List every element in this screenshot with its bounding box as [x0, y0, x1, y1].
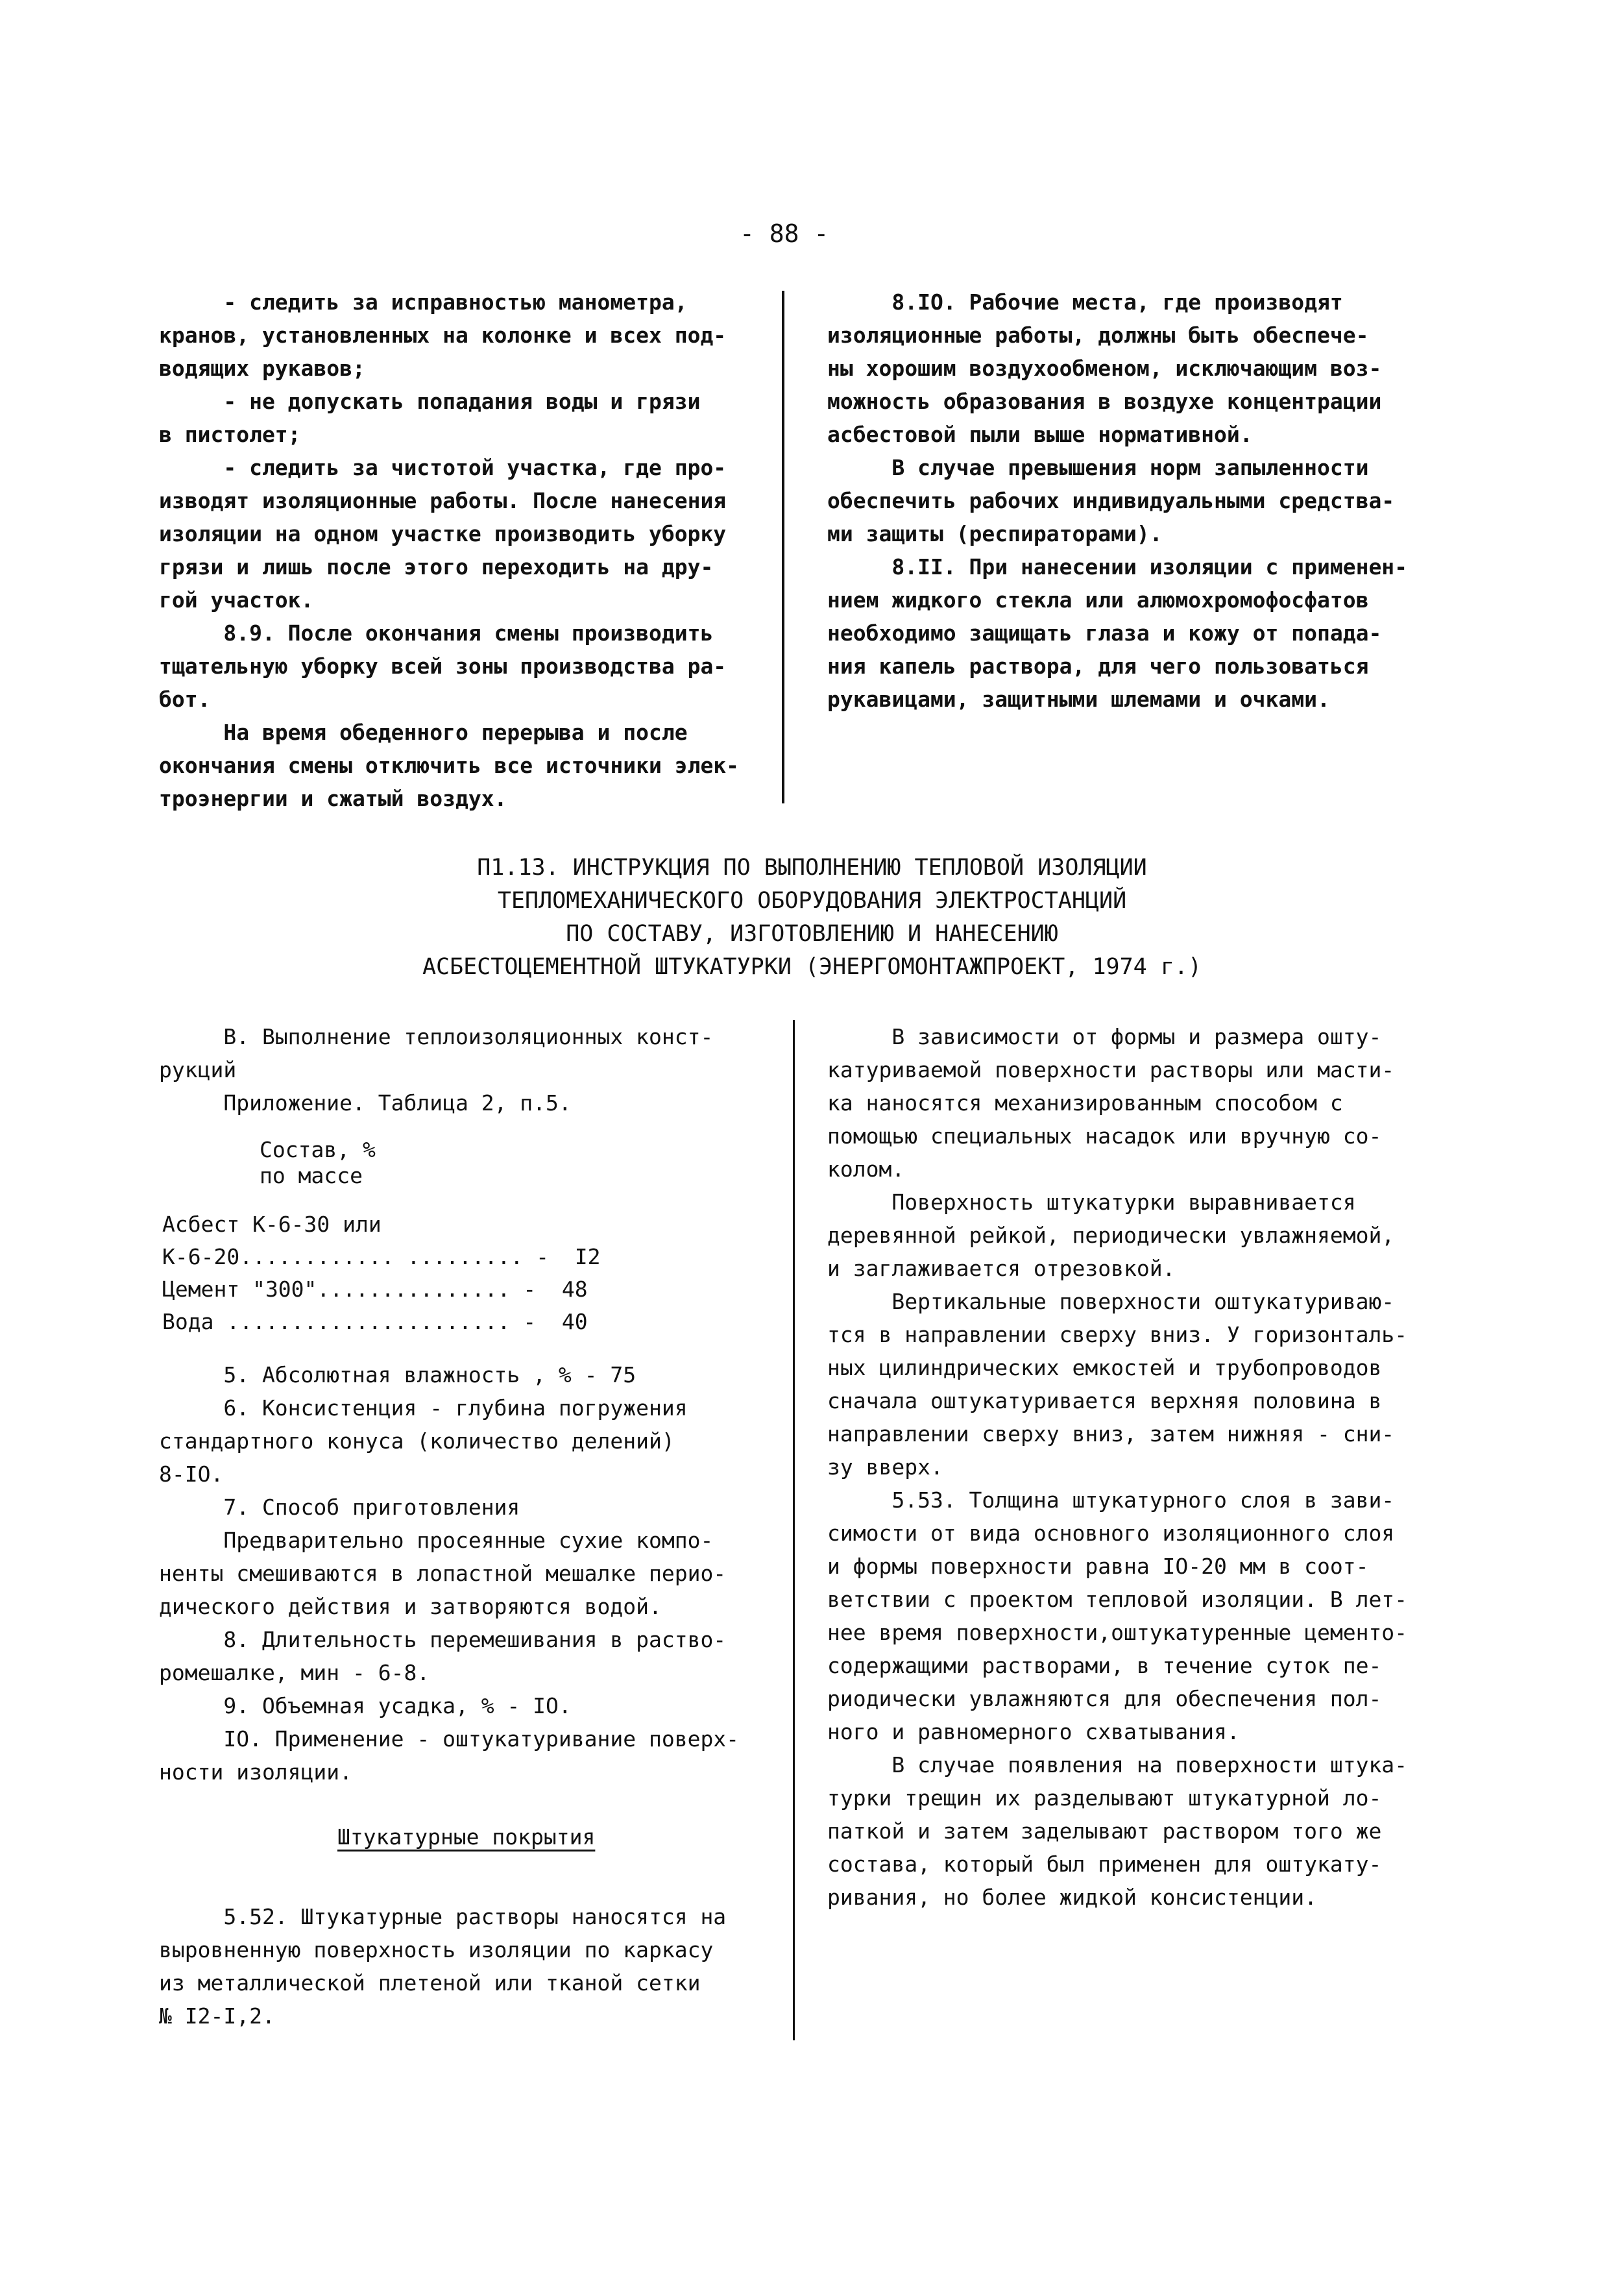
text-line: ветствии с проектом тепловой изоляции. В лет- [827, 1587, 1408, 1612]
composition-table [162, 1208, 601, 1338]
text-line: колом. [827, 1156, 905, 1182]
text-line: В. Выполнение теплоизоляционных конст- [159, 1024, 714, 1049]
text-line: катуриваемой поверхности растворы или масти- [827, 1057, 1395, 1082]
text-line: 8.IO. Рабочие места, где производят [827, 289, 1343, 315]
page-number: - 88 - [740, 219, 829, 248]
heading-line: АСБЕСТОЦЕМЕНТНОЙ ШТУКАТУРКИ (ЭНЕРГОМОНТАЖПРОЕКТ, 1974 г.) [422, 954, 1202, 980]
text-line: изоляционные работы, должны быть обеспече- [827, 323, 1369, 348]
text-line: из металлической плетеной или тканой сетки [159, 1970, 701, 1996]
bottom-right-column [827, 1020, 1407, 1914]
composition-row: Цемент "300"............... - 48 [162, 1277, 588, 1302]
text-line: 6. Консистенция - глубина погружения [159, 1395, 688, 1421]
composition-header [260, 1137, 376, 1189]
composition-row: К-6-20............ ......... - I2 [162, 1244, 601, 1269]
text-line: 8.II. При нанесении изоляции с применен- [827, 554, 1408, 580]
top-right-column [827, 286, 1407, 716]
text-line: деревянной рейкой, периодически увлажняемой, [827, 1223, 1395, 1248]
text-line: можность образования в воздухе концентрации [827, 389, 1382, 414]
text-line: В случае появления на поверхности штука- [827, 1752, 1408, 1778]
text-line: содержащими растворами, в течение суток пе- [827, 1653, 1382, 1678]
top-left-column [159, 286, 739, 815]
text-line: ных цилиндрических емкостей и трубопроводов [827, 1355, 1382, 1380]
text-line: - не допускать попадания воды и грязи [159, 389, 701, 414]
text-line: Приложение. Таблица 2, п.5. [159, 1090, 572, 1116]
text-line: 8.9. После окончания смены производить [159, 620, 714, 646]
text-line: ности изоляции. [159, 1759, 353, 1785]
text-line: асбестовой пыли выше нормативной. [827, 422, 1253, 447]
section-heading [0, 851, 1624, 984]
text-line: сначала оштукатуривается верхняя половина в [827, 1388, 1382, 1413]
text-line: ного и равномерного схватывания. [827, 1719, 1240, 1744]
text-line: и формы поверхности равна IO-20 мм в соот- [827, 1554, 1369, 1579]
text-line: нее время поверхности,оштукатуренные цементо- [827, 1620, 1408, 1645]
text-line: гой участок. [159, 587, 314, 613]
text-line: В зависимости от формы и размера ошту- [827, 1024, 1382, 1049]
text-line: 8-IO. [159, 1461, 224, 1487]
text-line: дического действия и затворяются водой. [159, 1594, 662, 1619]
bottom-left-intro [159, 1020, 713, 1119]
text-line: зу вверх. [827, 1454, 943, 1480]
text-line: ми защиты (респираторами). [827, 521, 1163, 546]
text-line: тщательную уборку всей зоны производства ра- [159, 654, 727, 679]
text-line: паткой и затем заделывают раствором того же [827, 1818, 1382, 1844]
text-line: обеспечить рабочих индивидуальными средства- [827, 488, 1395, 513]
text-line: ния капель раствора, для чего пользоваться [827, 654, 1369, 679]
composition-header-line: по массе [260, 1163, 363, 1188]
text-line: В случае превышения норм запыленности [827, 455, 1369, 480]
text-line: Предварительно просеянные сухие компо- [159, 1528, 714, 1553]
text-line: водящих рукавов; [159, 356, 365, 381]
text-line: ны хорошим воздухообменом, исключающим воз- [827, 356, 1382, 381]
text-line: рукций [159, 1057, 237, 1082]
text-line: помощью специальных насадок или вручную со- [827, 1123, 1382, 1149]
text-line: № I2-I,2. [159, 2003, 275, 2029]
text-line: 7. Способ приготовления [159, 1495, 520, 1520]
text-line: ненты смешиваются в лопастной мешалке перио- [159, 1561, 727, 1586]
text-line: необходимо защищать глаза и кожу от попада- [827, 620, 1382, 646]
text-line: 5.53. Толщина штукатурного слоя в зави- [827, 1487, 1395, 1513]
text-line: и заглаживается отрезовкой. [827, 1256, 1176, 1281]
bottom-left-body [159, 1358, 739, 1789]
text-line: ка наносятся механизированным способом с [827, 1090, 1343, 1116]
text-line: турки трещин их разделывают штукатурной ло- [827, 1785, 1382, 1811]
text-line: окончания смены отключить все источники элек- [159, 753, 740, 778]
heading-line: ПО СОСТАВУ, ИЗГОТОВЛЕНИЮ И НАНЕСЕНИЮ [566, 921, 1058, 947]
text-line: - следить за чистотой участка, где про- [159, 455, 727, 480]
text-line: ривания, но более жидкой консистенции. [827, 1885, 1317, 1910]
text-line: кранов, установленных на колонке и всех под- [159, 323, 727, 348]
text-line: состава, который был применен для оштукату- [827, 1851, 1382, 1877]
text-line: риодически увлажняются для обеспечения пол- [827, 1686, 1382, 1711]
text-line: 5. Абсолютная влажность , % - 75 [159, 1362, 636, 1387]
text-line: грязи и лишь после этого переходить на дру- [159, 554, 714, 580]
text-line: 8. Длительность перемешивания в раство- [159, 1627, 727, 1652]
composition-row: Асбест К-6-30 или [162, 1212, 382, 1237]
text-line: троэнергии и сжатый воздух. [159, 786, 507, 811]
subheading-plaster-coatings: Штукатурные покрытия [337, 1824, 596, 1850]
text-line: 5.52. Штукатурные растворы наносятся на [159, 1904, 727, 1929]
text-line: ромешалке, мин - 6-8. [159, 1660, 430, 1685]
bottom-left-final [159, 1900, 726, 2033]
text-line: изводят изоляционные работы. После нанесения [159, 488, 727, 513]
text-line: Поверхность штукатурки выравнивается [827, 1190, 1356, 1215]
text-line: изоляции на одном участке производить уборку [159, 521, 727, 546]
text-line: рукавицами, защитными шлемами и очками. [827, 687, 1330, 712]
text-line: На время обеденного перерыва и после [159, 720, 688, 745]
text-line: - следить за исправностью манометра, [159, 289, 688, 315]
heading-line: ТЕПЛОМЕХАНИЧЕСКОГО ОБОРУДОВАНИЯ ЭЛЕКТРОСТАНЦИЙ [497, 888, 1127, 914]
text-line: 9. Объемная усадка, % - IO. [159, 1693, 572, 1718]
text-line: нием жидкого стекла или алюмохромофосфатов [827, 587, 1369, 613]
column-divider-top [782, 291, 784, 803]
composition-row: Вода ...................... - 40 [162, 1309, 588, 1334]
column-divider-bottom [793, 1020, 795, 2040]
text-line: бот. [159, 687, 211, 712]
composition-header-line: Состав, % [260, 1137, 376, 1162]
text-line: направлении сверху вниз, затем нижняя - сни- [827, 1421, 1395, 1447]
text-line: стандартного конуса (количество делений) [159, 1428, 675, 1454]
text-line: выровненную поверхность изоляции по каркасу [159, 1937, 714, 1962]
text-line: тся в направлении сверху вниз. У горизонталь- [827, 1322, 1408, 1347]
heading-line: П1.13. ИНСТРУКЦИЯ ПО ВЫПОЛНЕНИЮ ТЕПЛОВОЙ ИЗОЛЯЦИИ [477, 855, 1147, 881]
text-line: IO. Применение - оштукатуривание поверх- [159, 1726, 740, 1752]
text-line: симости от вида основного изоляционного слоя [827, 1521, 1395, 1546]
text-line: Вертикальные поверхности оштукатуриваю- [827, 1289, 1395, 1314]
text-line: в пистолет; [159, 422, 301, 447]
